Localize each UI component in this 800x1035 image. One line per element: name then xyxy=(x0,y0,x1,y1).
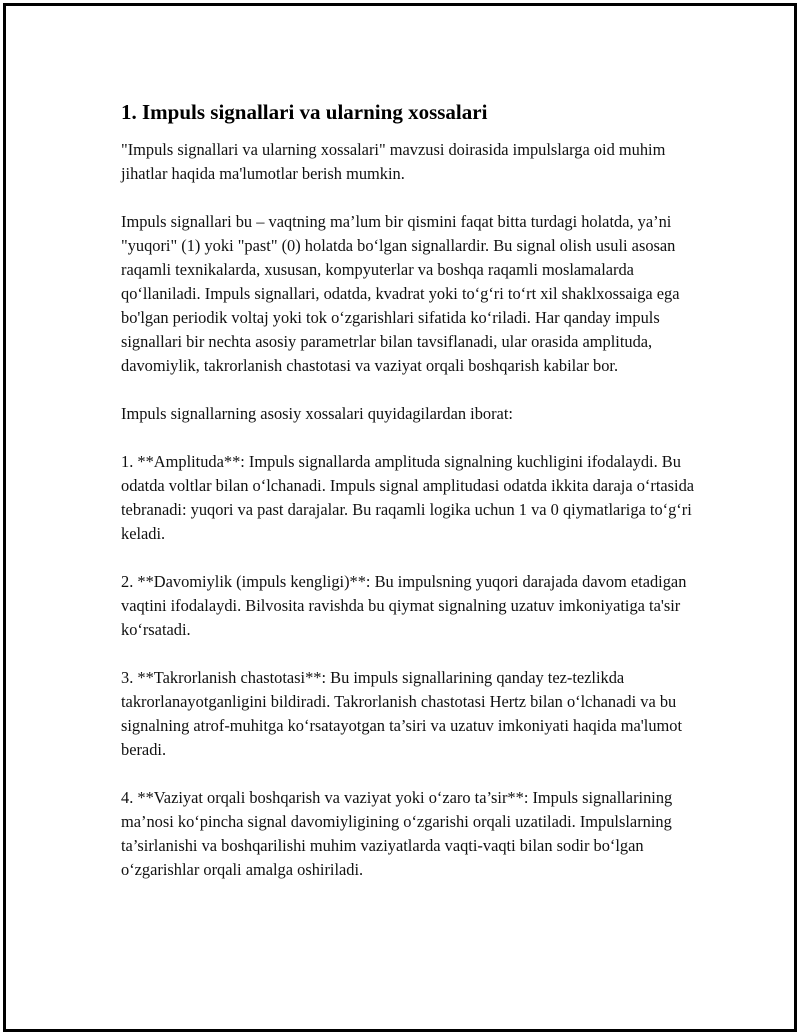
intro-paragraph: "Impuls signallari va ularning xossalari" mavzusi doirasida impulslarga oid muhim jihatlar haqida ma'lumotlar berish mumkin. xyxy=(121,140,666,183)
page-frame xyxy=(3,3,797,1032)
list-item-duration: 2. **Davomiylik (impuls kengligi)**: Bu impulsning yuqori darajada davom etadigan vaqtini ifodalaydi. Bilvosita ravishda bu qiymat signalning uzatuv imkoniyatiga ta'sir ko‘rsatadi. xyxy=(121,572,687,639)
document-title: 1. Impuls signallari va ularning xossalari xyxy=(121,100,488,124)
properties-lead-paragraph: Impuls signallarning asosiy xossalari quyidagilardan iborat: xyxy=(121,404,513,423)
list-item-frequency: 3. **Takrorlanish chastotasi**: Bu impuls signallarining qanday tez-tezlikda takrorlanayotganligini bildiradi. Takrorlanish chastotasi Hertz bilan o‘lchanadi va bu signalning atrof-muhitga ko‘rsatayotgan ta’siri va uzatuv imkoniyati haqida ma'lumot beradi. xyxy=(121,668,683,759)
definition-paragraph: Impuls signallari bu – vaqtning ma’lum bir qismini faqat bitta turdagi holatda, ya’ni "yuqori" (1) yoki "past" (0) holatda bo‘lgan signallardir. Bu signal olish usuli asosan raqamli texnikalarda, xususan, kompyuterlar va boshqa raqamli moslamalarda qo‘llaniladi. Impuls signallari, odatda, kvadrat yoki to‘g‘ri to‘rt xil shaklxossaiga ega bo'lgan periodik voltaj yoki tok o‘zgarishlari sifatida ko‘riladi. Har qanday impuls signallari bir nechta asosiy parametrlar bilan tavsiflanadi, ular orasida amplituda, davomiylik, takrorlanish chastotasi va vaziyat orqali boshqarish kabilar bor. xyxy=(121,212,680,375)
list-item-amplitude: 1. **Amplituda**: Impuls signallarda amplituda signalning kuchligini ifodalaydi. Bu odatda voltlar bilan o‘lchanadi. Impuls signal amplitudasi odatda ikkita daraja o‘rtasida tebranadi: yuqori va past darajalar. Bu raqamli logika uchun 1 va 0 qiymatlariga to‘g‘ri keladi. xyxy=(121,452,695,543)
document-body xyxy=(121,98,701,906)
list-item-control: 4. **Vaziyat orqali boshqarish va vaziyat yoki o‘zaro ta’sir**: Impuls signallarining ma’nosi ko‘pincha signal davomiyligining o‘zgarishi orqali uzatiladi. Impulslarning ta’sirlanishi va boshqarilishi muhim vaziyatlarda vaqti-vaqti bilan sodir bo‘lgan o‘zgarishlar orqali amalga oshiriladi. xyxy=(121,788,673,879)
